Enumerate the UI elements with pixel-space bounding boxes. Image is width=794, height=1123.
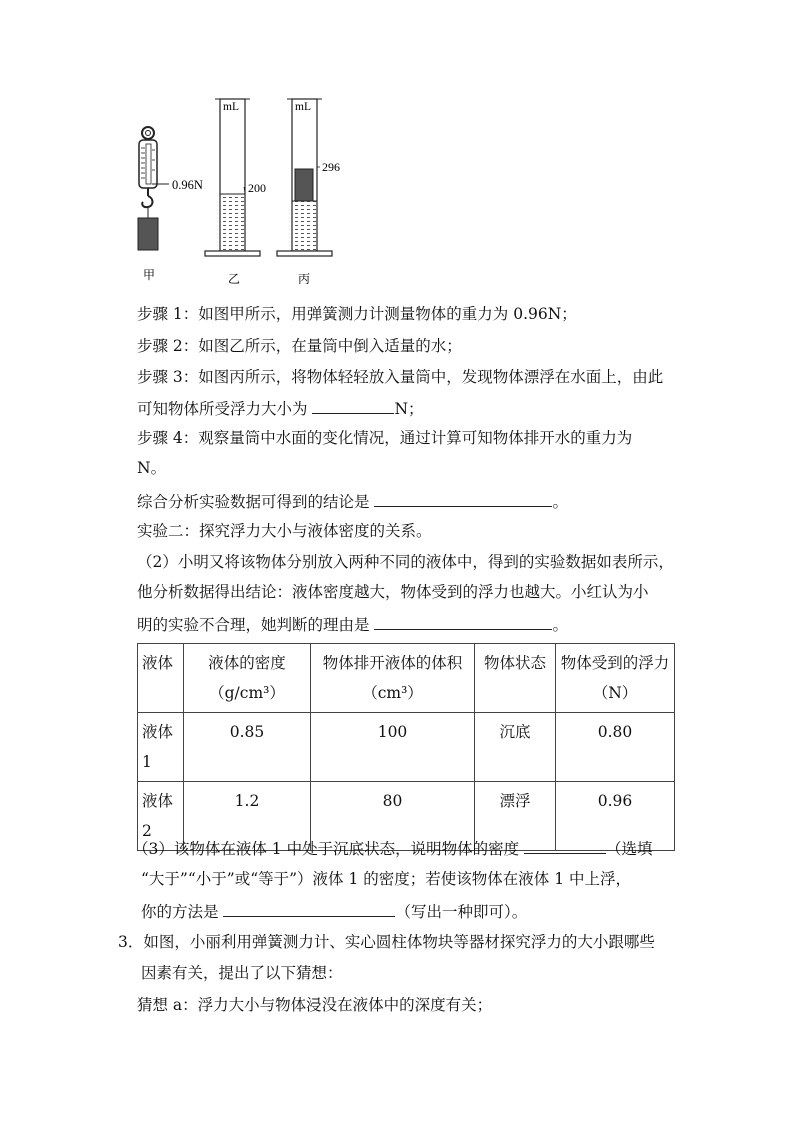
header-force: 物体受到的浮力 （N） [556, 644, 675, 713]
cell-volume: 80 [311, 782, 475, 851]
data-table [137, 643, 675, 851]
step-1: 步骤 1：如图甲所示，用弹簧测力计测量物体的重力为 0.96N； [137, 305, 577, 323]
cell-state: 沉底 [475, 713, 556, 782]
step-4-line-1: 步骤 4：观察量筒中水面的变化情况，通过计算可知物体排开水的重力为 [137, 429, 633, 447]
label-jia: 甲 [143, 268, 156, 282]
floating-block [295, 169, 313, 201]
question-2-line-2: 他分析数据得出结论：液体密度越大，物体受到的浮力也越大。小红认为小 [137, 583, 649, 601]
spring-scale [138, 127, 169, 250]
question-3-line-2: “大于”“小于”或“等于”）液体 1 的密度；若使该物体在液体 1 中上浮， [141, 870, 631, 888]
conclusion-text: 综合分析实验数据可得到的结论是 [137, 493, 375, 511]
level-bing: 296 [322, 160, 340, 174]
buoyancy-blank[interactable] [312, 397, 394, 414]
weight-block [138, 218, 158, 250]
cell-density: 1.2 [184, 782, 311, 851]
question-2-line-1: （2）小明又将该物体分别放入两种不同的液体中，得到的实验数据如表所示， [137, 553, 674, 571]
method-text: 你的方法是 [141, 903, 224, 921]
step-3-unit: N； [394, 400, 424, 418]
header-volume: 物体排开液体的体积 （cm³） [311, 644, 475, 713]
question-3-hint: （选填 [606, 840, 653, 858]
step-3-line-1: 步骤 3：如图丙所示，将物体轻轻放入量筒中，发现物体漂浮在水面上，由此 [137, 368, 664, 386]
table-header-row [138, 644, 675, 713]
label-yi: 乙 [228, 272, 241, 286]
step-2: 步骤 2：如图乙所示，在量筒中倒入适量的水； [137, 337, 462, 355]
step-3-text: 可知物体所受浮力大小为 [137, 400, 313, 418]
label-bing: 丙 [298, 272, 311, 286]
spring-reading: 0.96N [172, 178, 203, 192]
problem-3-line-2: 因素有关，提出了以下猜想： [141, 964, 343, 982]
header-density: 液体的密度 （g/cm³） [184, 644, 311, 713]
level-yi: 200 [248, 181, 266, 195]
question-3-text: （3）该物体在液体 1 中处于沉底状态，说明物体的密度 [133, 840, 525, 858]
unit-ml-bing: mL [295, 101, 311, 113]
conclusion-line [137, 490, 568, 512]
experiment-2-title: 实验二：探究浮力大小与液体密度的关系。 [137, 522, 432, 540]
cell-force: 0.80 [556, 713, 675, 782]
unit-ml-yi: mL [223, 101, 239, 113]
cylinder-yi [205, 99, 260, 256]
question-3-line-3 [141, 900, 527, 922]
cell-state: 漂浮 [475, 782, 556, 851]
method-hint: （写出一种即可）。 [395, 903, 528, 921]
step-4-line-2: N。 [137, 459, 167, 477]
table-row [138, 713, 675, 782]
cell-liquid-name: 液体 2 [138, 782, 184, 851]
cell-force: 0.96 [556, 782, 675, 851]
question-2-text: 明的实验不合理，她判断的理由是 [137, 616, 375, 634]
cell-liquid-name: 液体 1 [138, 713, 184, 782]
problem-3-line-1: 3．如图，小丽利用弹簧测力计、实心圆柱体物块等器材探究浮力的大小跟哪些 [118, 933, 655, 951]
step-3-line-2 [137, 397, 424, 419]
question-2-end: 。 [552, 616, 568, 634]
method-blank[interactable] [223, 900, 395, 917]
cell-volume: 100 [311, 713, 475, 782]
header-state: 物体状态 [475, 644, 556, 713]
hypothesis-a: 猜想 a：浮力大小与物体浸没在液体中的深度有关； [137, 996, 493, 1014]
density-blank[interactable] [524, 837, 606, 854]
conclusion-end: 。 [552, 493, 568, 511]
question-3-line-1 [133, 837, 653, 859]
experiment-figure [0, 0, 794, 300]
conclusion-blank[interactable] [374, 490, 552, 507]
cylinder-bing [277, 99, 332, 256]
header-liquid: 液体 [138, 644, 184, 713]
question-2-line-3 [137, 613, 568, 635]
cell-density: 0.85 [184, 713, 311, 782]
reason-blank[interactable] [374, 613, 552, 630]
